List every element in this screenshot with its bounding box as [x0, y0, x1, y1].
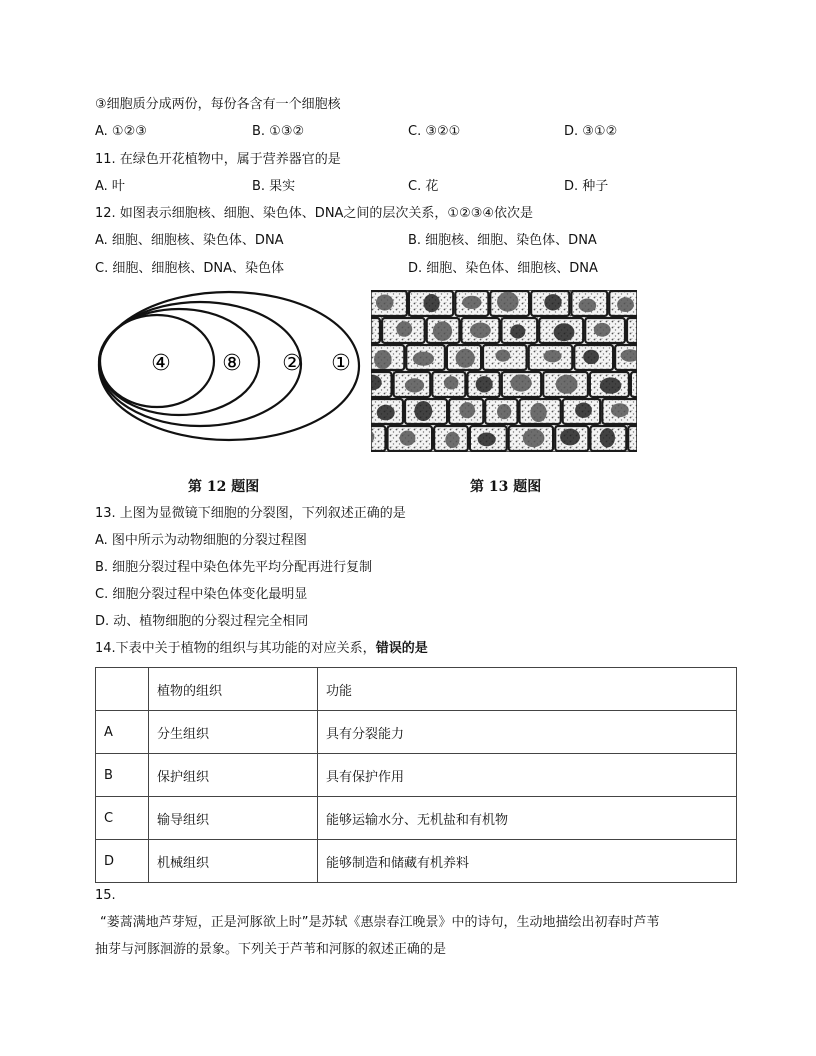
- micrograph-nucleus: [496, 350, 511, 362]
- q11-stem: 11. 在绿色开花植物中，属于营养器官的是: [95, 152, 341, 167]
- table-cell: 具有分裂能力: [318, 711, 737, 754]
- q10-option-a: A. ①②③: [95, 124, 147, 139]
- q11-option-a: A. 叶: [95, 179, 125, 194]
- micrograph-nucleus: [544, 294, 561, 310]
- micrograph-nucleus: [600, 428, 615, 447]
- q10-option-d: D. ③①②: [564, 124, 618, 139]
- q11-option-d: D. 种子: [564, 179, 609, 194]
- q15-line2: 抽芽与河豚洄游的景象。下列关于芦苇和河豚的叙述正确的是: [95, 942, 447, 957]
- table-cell: 输导组织: [149, 797, 318, 840]
- table-cell: B: [96, 754, 149, 797]
- micrograph-nucleus: [579, 299, 597, 313]
- table-header-cell: 功能: [318, 668, 737, 711]
- micrograph-nucleus: [617, 297, 634, 312]
- fig12-label-3: ⑧: [222, 351, 242, 376]
- q13-option-d: D. 动、植物细胞的分裂过程完全相同: [95, 614, 309, 629]
- micrograph-nucleus: [583, 350, 599, 364]
- table-header-row: [96, 668, 737, 711]
- q10-options: [95, 123, 735, 141]
- table-row: [96, 840, 737, 883]
- micrograph-nucleus: [523, 429, 545, 447]
- micrograph-nucleus: [444, 376, 459, 389]
- q11-option-c: C. 花: [408, 179, 439, 194]
- micrograph-nucleus: [470, 323, 491, 339]
- q11-option-b: B. 果实: [252, 179, 296, 194]
- q12-options-row2: [95, 260, 735, 278]
- table-row: [96, 797, 737, 840]
- table-cell: 保护组织: [149, 754, 318, 797]
- q14-stem: [95, 640, 428, 658]
- micrograph-nucleus: [554, 323, 575, 341]
- q12-option-c: C. 细胞、细胞核、DNA、染色体: [95, 261, 284, 276]
- micrograph-nucleus: [459, 402, 475, 418]
- micrograph-nucleus: [445, 432, 459, 448]
- q15-line1: “蒌蒿满地芦芽短，正是河豚欲上时”是苏轼《惠崇春江晚景》中的诗句，生动地描绘出初春时芦苇: [100, 915, 660, 930]
- table-cell: 机械组织: [149, 840, 318, 883]
- micrograph-nucleus: [497, 292, 519, 312]
- micrograph-nucleus: [478, 433, 496, 447]
- q12-option-a: A. 细胞、细胞核、染色体、DNA: [95, 233, 284, 248]
- q14-stem-emphasis: 错误的是: [375, 641, 428, 656]
- q13-option-a: A. 图中所示为动物细胞的分裂过程图: [95, 533, 307, 548]
- micrograph-nucleus: [374, 350, 392, 369]
- table-cell: D: [96, 840, 149, 883]
- fig12-label-4: ④: [151, 351, 171, 376]
- q14-stem-prefix: 14.下表中关于植物的组织与其功能的对应关系，: [95, 641, 376, 656]
- table-cell: C: [96, 797, 149, 840]
- q13-stem: 13. 上图为显微镜下细胞的分裂图，下列叙述正确的是: [95, 506, 406, 521]
- micrograph-nucleus: [413, 352, 434, 366]
- table-cell: 具有保护作用: [318, 754, 737, 797]
- q15-number: 15.: [95, 888, 116, 903]
- fig13-caption: 第 13 题图: [470, 479, 542, 495]
- q10-item3: ③细胞质分成两份，每份各含有一个细胞核: [95, 97, 341, 112]
- micrograph-nucleus: [462, 296, 481, 309]
- table-row: [96, 754, 737, 797]
- q13-option-c: C. 细胞分裂过程中染色体变化最明显: [95, 587, 308, 602]
- micrograph-nucleus: [611, 403, 629, 417]
- micrograph-nucleus: [556, 375, 578, 394]
- micrograph-nucleus: [405, 378, 424, 392]
- q10-option-b: B. ①③②: [252, 124, 305, 139]
- micrograph-nucleus: [376, 295, 394, 311]
- micrograph-nucleus: [600, 377, 621, 393]
- q12-stem: 12. 如图表示细胞核、细胞、染色体、DNA之间的层次关系，①②③④依次是: [95, 206, 534, 221]
- micrograph-nucleus: [433, 321, 452, 341]
- table-cell: 能够运输水分、无机盐和有机物: [318, 797, 737, 840]
- micrograph-nucleus: [424, 294, 440, 312]
- q12-option-b: B. 细胞核、细胞、染色体、DNA: [408, 233, 597, 248]
- fig13-micrograph: [371, 290, 637, 452]
- micrograph-nucleus: [510, 324, 525, 338]
- micrograph-nucleus: [396, 321, 412, 337]
- q12-options-row1: [95, 232, 735, 250]
- micrograph-nucleus: [400, 431, 416, 446]
- micrograph-nucleus: [511, 374, 532, 391]
- table-cell: 能够制造和储藏有机养料: [318, 840, 737, 883]
- micrograph-nucleus: [377, 405, 395, 421]
- micrograph-nucleus: [560, 429, 580, 446]
- micrograph-nucleus: [456, 349, 475, 368]
- q12-option-d: D. 细胞、染色体、细胞核、DNA: [408, 261, 598, 276]
- fig12-caption: 第 12 题图: [188, 479, 260, 495]
- fig12-nested-ellipses: [96, 288, 364, 450]
- micrograph-nucleus: [414, 401, 432, 421]
- micrograph-nucleus: [594, 323, 611, 337]
- q13-option-b: B. 细胞分裂过程中染色体先平均分配再进行复制: [95, 560, 373, 575]
- fig12-label-1: ①: [331, 351, 351, 376]
- micrograph-nucleus: [544, 350, 562, 362]
- q10-option-c: C. ③②①: [408, 124, 461, 139]
- table-cell: A: [96, 711, 149, 754]
- micrograph-nucleus: [575, 403, 592, 418]
- table-row: [96, 711, 737, 754]
- table-cell: 分生组织: [149, 711, 318, 754]
- fig12-label-2: ②: [282, 351, 302, 376]
- table-header-cell: 植物的组织: [149, 668, 318, 711]
- tissue-function-table: [95, 667, 737, 883]
- micrograph-nucleus: [530, 403, 546, 422]
- micrograph-nucleus: [497, 404, 511, 419]
- q11-options: [95, 178, 735, 196]
- table-header-cell: [96, 668, 149, 711]
- micrograph-nucleus: [476, 376, 493, 392]
